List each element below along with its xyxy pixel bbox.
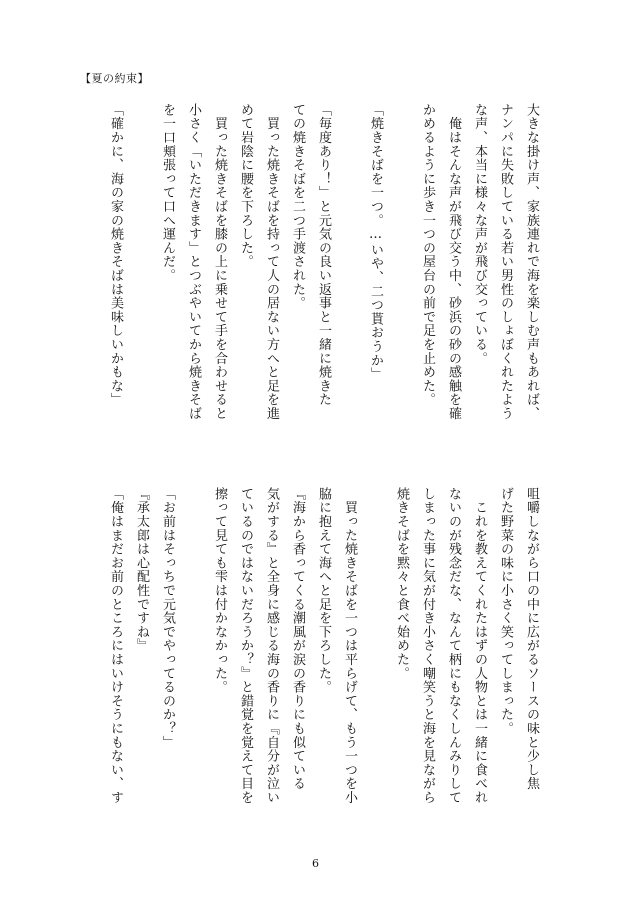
bottom-line-17: 「俺はまだお前のところにはいけそうにもない、す: [108, 487, 123, 805]
top-line-11: 買った焼きそばを持って人の居ない方へと足を進: [264, 103, 279, 421]
top-line-17: 「確かに、海の家の焼きそばは美味しいかもな」: [108, 103, 123, 407]
bottom-line-12: ているのではないだろうか？』と錯覚を覚えて目を: [238, 487, 253, 805]
bottom-line-3: これを教えてくれたはずの人物とは一緒に食べれ: [472, 487, 487, 805]
top-line-1: 大きな掛け声、家族連れで海を楽しむ声もあれば、: [524, 103, 539, 421]
bottom-line-16: 『承太郎は心配性ですね』: [134, 487, 149, 653]
top-line-10: ての焼きそばを二つ手渡された。: [290, 103, 305, 310]
top-line-7: 「焼きそばを一つ。…いや、二つ貰おうか」: [368, 103, 383, 381]
top-line-15: を一口頬張って口へ運んだ。: [160, 103, 175, 283]
bottom-line-13: 擦って見ても雫は付かなかった。: [212, 487, 227, 694]
bottom-line-9: 脇に抱えて海へと足を下ろした。: [316, 487, 331, 694]
top-line-14: 小さく「いただきます」とつぶやいてから焼きそば: [186, 103, 201, 421]
top-line-9: 「毎度あり！」と元気の良い返事と一緒に焼きた: [316, 103, 331, 407]
bottom-line-8: 買った焼きそばを一つは平らげて、もう一つを小: [342, 487, 357, 805]
bottom-line-15: 「お前はそっちで元気でやってるのか？」: [160, 487, 175, 750]
top-line-5: かめるように歩き一つの屋台の前で足を止めた。: [420, 103, 435, 407]
section-title: 【夏の約束】: [80, 72, 149, 85]
bottom-line-10: 『海から香ってくる潮風が涙の香りにも似ている: [290, 487, 305, 791]
bottom-line-2: げた野菜の味に小さく笑ってしまった。: [498, 487, 513, 736]
bottom-line-6: 焼きそばを黙々と食べ始めた。: [394, 487, 409, 681]
top-line-12: めて岩陰に腰を下ろした。: [238, 103, 253, 269]
bottom-line-5: しまった事に気が付き小さく嘲笑うと海を見ながら: [420, 487, 435, 805]
top-line-2: ナンパに失敗している若い男性のしょぼくれたよう: [498, 103, 513, 421]
bottom-line-4: ないのが残念だな、なんて柄にもなくしんみりして: [446, 487, 461, 805]
top-line-13: 買った焼きそばを膝の上に乗せて手を合わせると: [212, 103, 227, 421]
top-line-4: 俺はそんな声が飛び交う中、砂浜の砂の感触を確: [446, 103, 461, 421]
top-line-3: な声、本当に様々な声が飛び交っている。: [472, 103, 487, 366]
bottom-line-11: 気がする』と全身に感じる海の香りに『自分が泣い: [264, 487, 279, 805]
page-number: 6: [312, 857, 319, 870]
bottom-line-1: 咀嚼しながら口の中に広がるソースの味と少し焦: [524, 487, 539, 791]
